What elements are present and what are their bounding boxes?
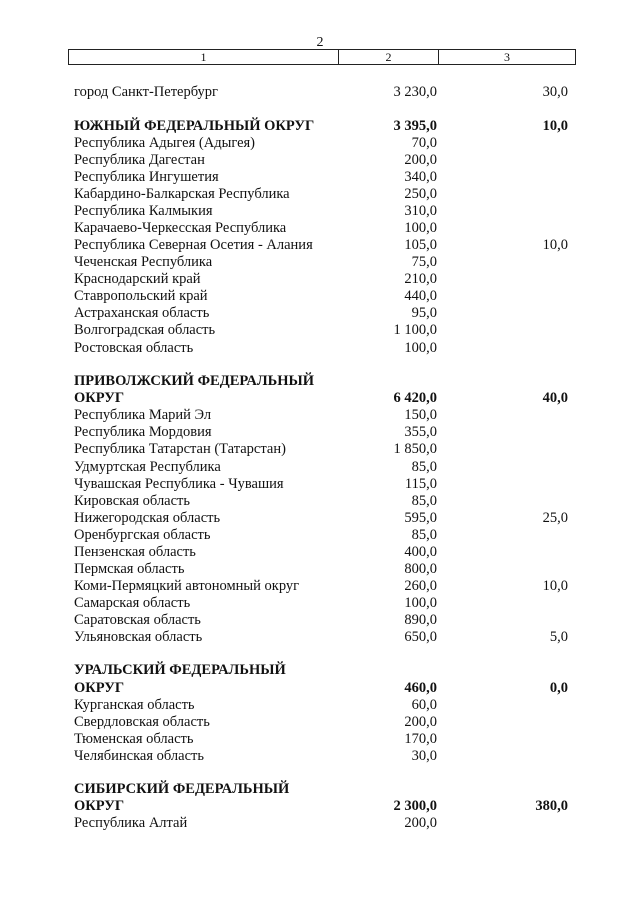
table-row — [0, 321, 640, 339]
value-column-2: 105,0 — [404, 237, 437, 253]
value-column-3: 0,0 — [549, 680, 568, 696]
value-column-2: 6 420,0 — [393, 390, 437, 406]
value-column-2: 100,0 — [404, 595, 437, 611]
value-column-2: 1 850,0 — [393, 441, 437, 457]
region-name: Нижегородская область — [74, 510, 221, 526]
value-column-2: 75,0 — [411, 254, 437, 270]
value-column-2: 100,0 — [404, 340, 437, 356]
value-column-2: 115,0 — [404, 476, 437, 492]
district-heading-row — [0, 797, 640, 815]
region-name: Республика Дагестан — [74, 152, 205, 168]
district-heading-row — [0, 780, 640, 798]
value-column-2: 85,0 — [411, 527, 437, 543]
value-column-2: 200,0 — [404, 152, 437, 168]
region-name: Республика Адыгея (Адыгея) — [74, 135, 256, 151]
table-row — [0, 713, 640, 731]
region-name: город Санкт-Петербург — [74, 84, 219, 100]
table-row — [0, 543, 640, 561]
table-row — [0, 440, 640, 458]
value-column-2: 595,0 — [404, 510, 437, 526]
value-column-2: 70,0 — [411, 135, 437, 151]
region-name: Оренбургская область — [74, 527, 211, 543]
region-name: СИБИРСКИЙ ФЕДЕРАЛЬНЫЙ — [74, 781, 290, 797]
value-column-3: 40,0 — [542, 390, 568, 406]
region-name: Курганская область — [74, 697, 195, 713]
region-name: Кабардино-Балкарская Республика — [74, 186, 290, 202]
value-column-2: 890,0 — [404, 612, 437, 628]
table-row — [0, 304, 640, 322]
value-column-2: 460,0 — [404, 680, 437, 696]
table-row — [0, 594, 640, 612]
value-column-3: 25,0 — [542, 510, 568, 526]
value-column-2: 100,0 — [404, 220, 437, 236]
region-name: Республика Калмыкия — [74, 203, 213, 219]
region-name: ОКРУГ — [74, 798, 125, 814]
region-name: Коми-Пермяцкий автономный округ — [74, 578, 300, 594]
value-column-2: 60,0 — [411, 697, 437, 713]
value-column-2: 250,0 — [404, 186, 437, 202]
region-name: УРАЛЬСКИЙ ФЕДЕРАЛЬНЫЙ — [74, 662, 286, 678]
value-column-2: 30,0 — [411, 748, 437, 764]
region-name: ОКРУГ — [74, 390, 125, 406]
value-column-2: 355,0 — [404, 424, 437, 440]
region-name: Пермская область — [74, 561, 185, 577]
district-heading-row — [0, 372, 640, 390]
value-column-2: 2 300,0 — [393, 798, 437, 814]
table-row — [0, 628, 640, 646]
region-name: Астраханская область — [74, 305, 210, 321]
value-column-2: 260,0 — [404, 578, 437, 594]
value-column-2: 800,0 — [404, 561, 437, 577]
table-row — [0, 423, 640, 441]
value-column-2: 650,0 — [404, 629, 437, 645]
table-row — [0, 406, 640, 424]
value-column-3: 10,0 — [542, 578, 568, 594]
region-name: Республика Мордовия — [74, 424, 212, 440]
value-column-2: 340,0 — [404, 169, 437, 185]
table-row — [0, 560, 640, 578]
table-row — [0, 492, 640, 510]
region-name: Краснодарский край — [74, 271, 201, 287]
region-name: Волгоградская область — [74, 322, 216, 338]
value-column-2: 3 230,0 — [393, 84, 437, 100]
table-row — [0, 696, 640, 714]
table-row — [0, 151, 640, 169]
region-name: ОКРУГ — [74, 680, 125, 696]
table-row — [0, 747, 640, 765]
value-column-3: 30,0 — [542, 84, 568, 100]
region-name: Удмуртская Республика — [74, 459, 221, 475]
value-column-2: 1 100,0 — [393, 322, 437, 338]
region-name: Ульяновская область — [74, 629, 203, 645]
table-row — [0, 270, 640, 288]
table-row — [0, 168, 640, 186]
table-row — [0, 458, 640, 476]
table-row — [0, 730, 640, 748]
region-name: Кировская область — [74, 493, 191, 509]
value-column-2: 440,0 — [404, 288, 437, 304]
value-column-2: 150,0 — [404, 407, 437, 423]
district-heading-row — [0, 389, 640, 407]
column-header-1: 1 — [69, 50, 339, 64]
table-row — [0, 287, 640, 305]
table-row — [0, 134, 640, 152]
value-column-2: 85,0 — [411, 493, 437, 509]
region-name: Республика Марий Эл — [74, 407, 212, 423]
value-column-2: 3 395,0 — [393, 118, 437, 134]
table-row — [0, 185, 640, 203]
table-row — [0, 611, 640, 629]
region-name: Ростовская область — [74, 340, 194, 356]
region-name: Республика Северная Осетия - Алания — [74, 237, 313, 253]
district-heading-row — [0, 661, 640, 679]
region-name: Челябинская область — [74, 748, 204, 764]
column-header-3: 3 — [504, 50, 510, 64]
value-column-2: 210,0 — [404, 271, 437, 287]
region-name: Саратовская область — [74, 612, 201, 628]
value-column-2: 400,0 — [404, 544, 437, 560]
table-row — [0, 475, 640, 493]
region-name: ПРИВОЛЖСКИЙ ФЕДЕРАЛЬНЫЙ — [74, 373, 315, 389]
value-column-2: 85,0 — [411, 459, 437, 475]
region-name: Карачаево-Черкесская Республика — [74, 220, 287, 236]
region-name: Республика Алтай — [74, 815, 188, 831]
region-name: Республика Ингушетия — [74, 169, 219, 185]
region-name: Республика Татарстан (Татарстан) — [74, 441, 286, 457]
table-row — [0, 509, 640, 527]
table-row — [0, 236, 640, 254]
table-row — [0, 83, 640, 101]
region-name: Чеченская Республика — [74, 254, 213, 270]
value-column-2: 310,0 — [404, 203, 437, 219]
region-name: Самарская область — [74, 595, 191, 611]
column-header-2: 2 — [339, 50, 439, 64]
district-heading-row — [0, 679, 640, 697]
table-row — [0, 219, 640, 237]
district-heading-row — [0, 117, 640, 135]
page-number: 2 — [316, 35, 324, 50]
table-row — [0, 814, 640, 832]
value-column-2: 200,0 — [404, 714, 437, 730]
table-row — [0, 253, 640, 271]
value-column-3: 5,0 — [549, 629, 568, 645]
value-column-3: 10,0 — [542, 118, 568, 134]
value-column-3: 380,0 — [535, 798, 568, 814]
value-column-2: 95,0 — [411, 305, 437, 321]
value-column-2: 200,0 — [404, 815, 437, 831]
region-name: Пензенская область — [74, 544, 196, 560]
table-row — [0, 526, 640, 544]
table-row — [0, 202, 640, 220]
region-name: Ставропольский край — [74, 288, 208, 304]
value-column-3: 10,0 — [542, 237, 568, 253]
value-column-2: 170,0 — [404, 731, 437, 747]
region-name: Чувашская Республика - Чувашия — [74, 476, 284, 492]
table-row — [0, 339, 640, 357]
region-name: ЮЖНЫЙ ФЕДЕРАЛЬНЫЙ ОКРУГ — [74, 118, 315, 134]
table-row — [0, 577, 640, 595]
region-name: Свердловская область — [74, 714, 210, 730]
region-name: Тюменская область — [74, 731, 194, 747]
